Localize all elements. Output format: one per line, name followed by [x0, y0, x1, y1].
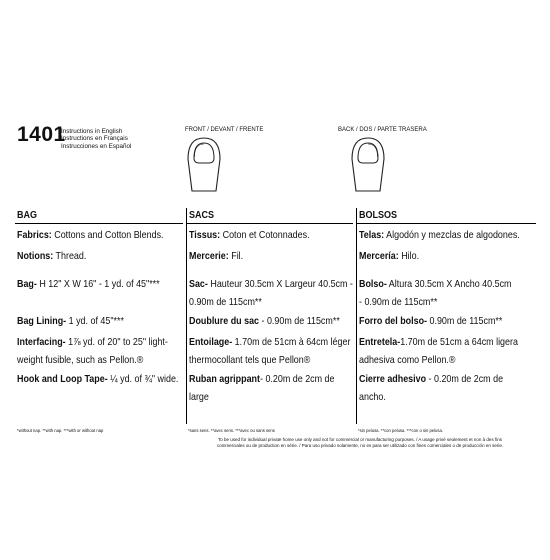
spanish-forro — [359, 316, 502, 327]
english-lining-text: 1 yd. of 45"*** — [66, 316, 124, 327]
spanish-entretela-cont: adhesiva como Pellon.® — [359, 355, 456, 366]
french-sac-label: Sac- — [189, 279, 208, 290]
english-fabrics-text: Cottons and Cotton Blends. — [51, 230, 164, 241]
french-entoilage-label: Entoilage- — [189, 337, 233, 348]
spanish-footnote: *sin pelusa. **con pelusa. ***con o sin pelusa. — [358, 428, 443, 433]
english-footnote: *without nap. **with nap. ***with or without nap — [17, 428, 104, 433]
english-fabrics-label: Fabrics: — [17, 230, 52, 241]
english-lining — [17, 316, 124, 327]
french-section-title: SACS — [189, 210, 215, 221]
back-view-label: BACK / DOS / PARTE TRASERA — [338, 127, 427, 133]
spanish-cierre — [359, 374, 503, 385]
french-mercerie — [189, 251, 243, 262]
instruction-line-english: Instructions in English — [61, 128, 123, 135]
spanish-cierre-cont: ancho. — [359, 392, 386, 403]
english-fabrics — [17, 230, 164, 241]
spanish-bolso-text: Altura 30.5cm X Ancho 40.5cm — [386, 279, 512, 290]
spanish-section-title: BOLSOS — [359, 210, 398, 221]
spanish-entretela-label: Entretela- — [359, 337, 401, 348]
spanish-telas — [359, 230, 520, 241]
spanish-merceria-text: Hilo. — [398, 251, 420, 262]
english-notions-text: Thread. — [53, 251, 87, 262]
spanish-bolso-cont: - 0.90m de 115cm** — [359, 297, 438, 308]
french-sac-text: Hauteur 30.5cm X Largeur 40.5cm - — [207, 279, 353, 290]
english-notions — [17, 251, 86, 262]
french-entoilage-text: 1.70m de 51cm à 64cm léger — [232, 337, 351, 348]
english-interfacing-cont: weight fusible, such as Pellon.® — [17, 355, 144, 366]
spanish-forro-label: Forro del bolso- — [359, 316, 428, 327]
spanish-cierre-label: Cierre adhesivo — [359, 374, 427, 385]
english-notions-label: Notions: — [17, 251, 54, 262]
french-mercerie-text: Fil. — [228, 251, 244, 262]
french-tissus-label: Tissus: — [189, 230, 221, 241]
spanish-header-rule — [356, 223, 536, 224]
spanish-bolso-label: Bolso- — [359, 279, 387, 290]
spanish-merceria-label: Mercería: — [359, 251, 399, 262]
instruction-line-french: Instructions en Français — [61, 135, 128, 143]
english-section-title: BAG — [17, 210, 38, 221]
legal-notice-line-2: commerciales ou de production en série. / Para uso privado solamente, no es para ser utilizado con fines comerciales o de producción en serie. — [216, 442, 504, 448]
spanish-cierre-text: - 0.20m de 2cm de — [426, 374, 504, 385]
legal-notice — [185, 437, 535, 448]
back-bag-illustration — [347, 135, 389, 195]
french-entoilage-cont: thermocollant tels que Pellon® — [189, 355, 311, 366]
spanish-telas-label: Telas: — [359, 230, 385, 241]
english-hook-loop — [17, 374, 178, 385]
english-lining-label: Bag Lining- — [17, 316, 67, 327]
spanish-entretela — [359, 337, 518, 348]
english-interfacing-label: Interfacing- — [17, 337, 66, 348]
pattern-number: 1401 — [17, 123, 66, 146]
english-header-rule — [15, 223, 183, 224]
french-sac — [189, 279, 353, 290]
french-ruban-text: - 0.20m de 2cm de — [259, 374, 335, 385]
french-sac-cont: 0.90m de 115cm** — [189, 297, 262, 308]
french-doublure — [189, 316, 340, 327]
front-bag-illustration — [183, 135, 225, 195]
english-interfacing-text: 1⅞ yd. of 20" to 25" light- — [65, 337, 168, 348]
french-footnote: *sans sens. **avec sens. ***avec ou sans sens — [188, 428, 275, 433]
legal-notice-line-1: To be used for individual private home use only and not for commercial or manufacturing purposes. / A usage privé seulement et non à des fins — [218, 437, 502, 442]
french-doublure-text: - 0.90m de 115cm** — [259, 316, 340, 327]
french-ruban — [189, 374, 335, 385]
instruction-line-spanish: Instrucciones en Español — [61, 142, 132, 150]
english-bag-text: H 12" X W 16" - 1 yd. of 45"*** — [36, 279, 160, 290]
spanish-bolso — [359, 279, 511, 290]
french-ruban-cont: large — [189, 392, 209, 403]
english-bag-label: Bag- — [17, 279, 37, 290]
english-interfacing — [17, 337, 168, 348]
spanish-telas-text: Algodón y mezclas de algodones. — [384, 230, 520, 241]
french-ruban-label: Ruban agrippant — [189, 374, 260, 385]
english-bag — [17, 279, 160, 290]
spanish-forro-text: 0.90m de 115cm** — [427, 316, 503, 327]
french-entoilage — [189, 337, 350, 348]
spanish-entretela-text: 1.70m de 51cm a 64cm ligera — [400, 337, 518, 348]
french-tissus-text: Coton et Cotonnades. — [220, 230, 310, 241]
english-hook-loop-label: Hook and Loop Tape- — [17, 374, 108, 385]
french-tissus — [189, 230, 310, 241]
french-header-rule — [186, 223, 353, 224]
french-doublure-label: Doublure du sac — [189, 316, 260, 327]
spanish-merceria — [359, 251, 419, 262]
english-hook-loop-text: ¼ yd. of ¾" wide. — [107, 374, 179, 385]
french-mercerie-label: Mercerie: — [189, 251, 229, 262]
front-view-label: FRONT / DEVANT / FRENTE — [185, 127, 264, 133]
instruction-languages — [61, 128, 131, 150]
